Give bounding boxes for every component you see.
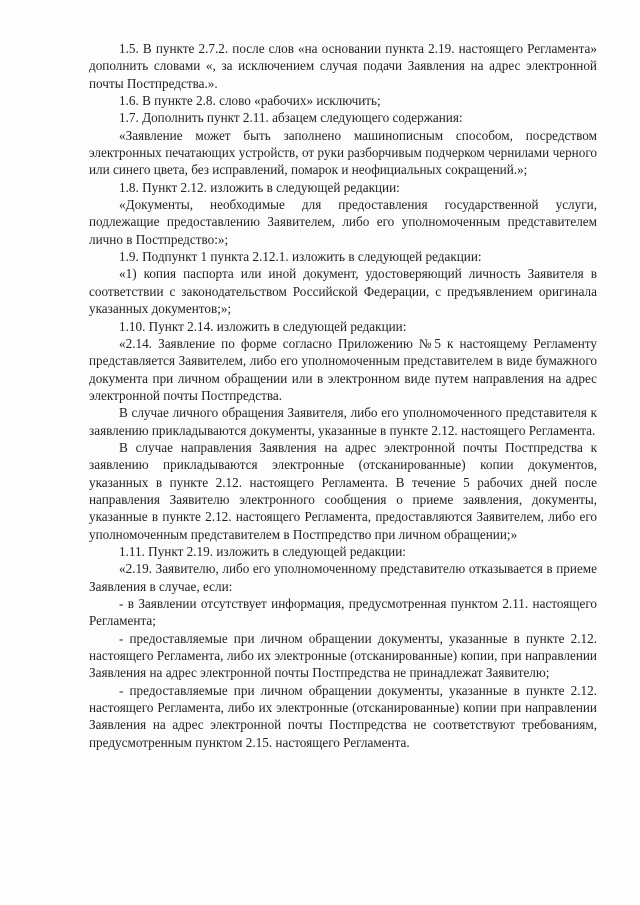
- paragraph-1-7-text: «Заявление может быть заполнено машинописным способом, посредством электронных печатающих устройств, от руки разборчивым подчерком чернилами черного или синего цвета, без исправлений, помарок и неофициальных сокращений.»;: [89, 127, 597, 178]
- paragraph-1-6: 1.6. В пункте 2.8. слово «рабочих» исключить;: [119, 93, 381, 109]
- paragraph-2-19: «2.19. Заявителю, либо его уполномоченному представителю отказывается в приеме Заявления в случае, если:: [89, 561, 597, 594]
- paragraph-1-8-text: «Документы, необходимые для предоставления государственной услуги, подлежащие предоставлению Заявителем, либо его уполномоченным представителем лично в Постпредство:»;: [89, 197, 597, 247]
- paragraph-2-14-personal: В случае личного обращения Заявителя, либо его уполномоченного представителя к заявлению прикладываются документы, указанные в пункте 2.12. настоящего Регламента.: [89, 405, 597, 438]
- paragraph-2-14-email: В случае направления Заявления на адрес электронной почты Постпредства к заявлению прикладываются электронные (отсканированные) копии документов, указанных в пункте 2.12. настоящего Регламента. В течение 5 рабочих дней после направления Заявителю электронного сообщения о приеме заявления, документы, указанные в пункте 2.12. настоящего Регламента, предоставляются Заявителем, либо его уполномоченным представителем в Постпредство при личном обращении;»: [89, 439, 597, 542]
- paragraph-1-11: 1.11. Пункт 2.19. изложить в следующей редакции:: [119, 543, 406, 559]
- paragraph-1-7: 1.7. Дополнить пункт 2.11. абзацем следующего содержания:: [119, 110, 463, 126]
- paragraph-1-8: 1.8. Пункт 2.12. изложить в следующей редакции:: [119, 179, 400, 195]
- document-body: [89, 40, 597, 751]
- paragraph-1-9-text: «1) копия паспорта или иной документ, удостоверяющий личность Заявителя в соответствии с законодательством Российской Федерации, с предъявлением оригинала указанных документов;»;: [89, 266, 597, 317]
- paragraph-1-9: 1.9. Подпункт 1 пункта 2.12.1. изложить в следующей редакции:: [119, 249, 482, 265]
- paragraph-2-14: «2.14. Заявление по форме согласно Приложению №5 к настоящему Регламенту представляется Заявителем, либо его уполномоченным представителем в виде бумажного документа при личном обращении или в электронном виде путем направления на адрес электронной почты Постпредства.: [89, 335, 597, 403]
- list-item-not-comply: - предоставляемые при личном обращении документы, указанные в пункте 2.12. настоящего Регламента, либо их электронные (отсканированные) копии при направлении Заявления на адрес электронной почты Постпредства не соответствуют требованиям, предусмотренным пунктом 2.15. настоящего Регламента.: [89, 682, 597, 750]
- paragraph-1-10: 1.10. Пункт 2.14. изложить в следующей редакции:: [119, 318, 407, 334]
- list-item-not-belong: - предоставляемые при личном обращении документы, указанные в пункте 2.12. настоящего Регламента, либо их электронные (отсканированные) копии, при направлении Заявления на адрес электронной почты Постпредства не принадлежат Заявителю;: [89, 630, 597, 681]
- paragraph-1-5: 1.5. В пункте 2.7.2. после слов «на основании пункта 2.19. настоящего Регламента» дополнить словами «, за исключением случая подачи Заявления на адрес электронной почты Постпредства.».: [89, 41, 597, 91]
- list-item-missing-info: - в Заявлении отсутствует информация, предусмотренная пунктом 2.11. настоящего Регламента;: [89, 596, 597, 629]
